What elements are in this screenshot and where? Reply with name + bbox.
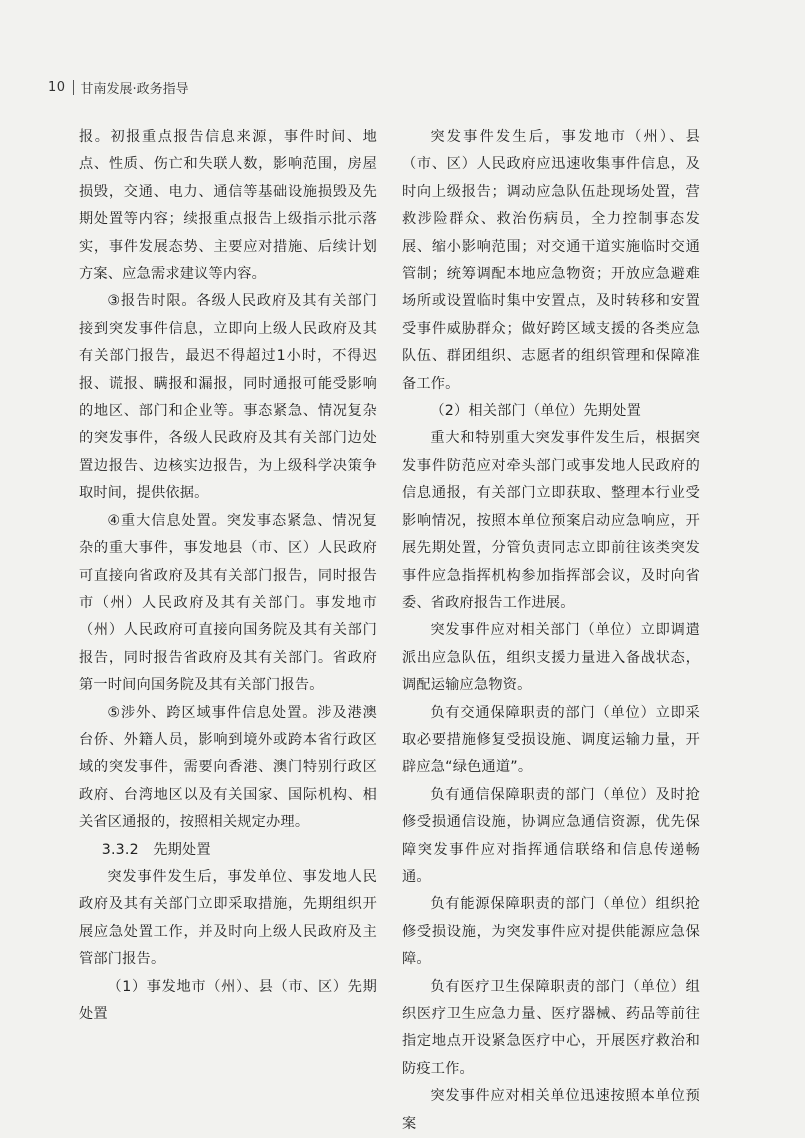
paragraph: ⑤涉外、跨区域事件信息处置。涉及港澳台侨、外籍人员，影响到境外或跨本省行政区域的突发事件，需要向香港、澳门特别行政区政府、台湾地区以及有关国家、国际机构、相关省区通报的，按照相关规定办理。 (79, 704, 377, 831)
page-number: 10 (48, 80, 66, 95)
paragraph: ④重大信息处置。突发事态紧急、情况复杂的重大事件，事发地县（市、区）人民政府可直接向省政府及其有关部门报告，同时报告市（州）人民政府及其有关部门。事发地市（州）人民政府可直接向国务院及其有关部门报告，同时报告省政府及其有关部门。省政府第一时间向国务院及其有关部门报告。 (79, 512, 377, 694)
left-column (79, 124, 377, 1028)
subsection-heading: （1）事发地市（州）、县（市、区）先期处置 (79, 978, 377, 1022)
paragraph: 负有通信保障职责的部门（单位）及时抢修受损通信设施，协调应急通信资源，优先保障突发事件应对指挥通信联络和信息传递畅通。 (402, 786, 700, 885)
section-heading: 3.3.2 先期处置 (101, 841, 211, 858)
paragraph: 突发事件应对相关单位迅速按照本单位预案 (402, 1088, 700, 1132)
paragraph: 突发事件应对相关部门（单位）立即调遣派出应急队伍，组织支援力量进入备战状态，调配运输应急物资。 (402, 622, 700, 694)
publication-title: 甘南发展·政务指导 (80, 82, 189, 97)
paragraph: 报。初报重点报告信息来源，事件时间、地点、性质、伤亡和失联人数，影响范围，房屋损毁，交通、电力、通信等基础设施损毁及先期处置等内容；续报重点报告上级指示批示落实，事件发展态势、主要应对措施、后续计划方案、应急需求建议等内容。 (79, 129, 377, 283)
paragraph: 负有能源保障职责的部门（单位）组织抢修受损设施，为突发事件应对提供能源应急保障。 (402, 896, 700, 968)
paragraph: 突发事件发生后，事发地市（州）、县（市、区）人民政府应迅速收集事件信息，及时向上级报告；调动应急队伍赴现场处置，营救涉险群众、救治伤病员，全力控制事态发展、缩小影响范围；对交通干道实施临时交通管制；统筹调配本地应急物资；开放应急避难场所或设置临时集中安置点，及时转移和安置受事件威胁群众；做好跨区域支援的各类应急队伍、群团组织、志愿者的组织管理和保障准备工作。 (402, 129, 700, 392)
paragraph: 负有交通保障职责的部门（单位）立即采取必要措施修复受损设施、调度运输力量，开辟应急“绿色通道”。 (402, 704, 700, 776)
subsection-heading: （2）相关部门（单位）先期处置 (430, 403, 642, 420)
right-column (402, 124, 700, 1138)
header-divider (73, 80, 74, 95)
paragraph: 重大和特别重大突发事件发生后，根据突发事件防范应对牵头部门或事发地人民政府的信息通报，有关部门立即获取、整理本行业受影响情况，按照本单位预案启动应急响应，开展先期处置，分管负责同志立即前往该类突发事件应急指挥机构参加指挥部会议，及时向省委、省政府报告工作进展。 (402, 430, 700, 611)
paragraph: 突发事件发生后，事发单位、事发地人民政府及其有关部门立即采取措施，先期组织开展应急处置工作，并及时向上级人民政府及主管部门报告。 (79, 868, 377, 968)
running-header (48, 78, 189, 97)
paragraph: 负有医疗卫生保障职责的部门（单位）组织医疗卫生应急力量、医疗器械、药品等前往指定地点开设紧急医疗中心，开展医疗救治和防疫工作。 (402, 978, 700, 1077)
paragraph: ③报告时限。各级人民政府及其有关部门接到突发事件信息，立即向上级人民政府及其有关部门报告，最迟不得超过1小时，不得迟报、谎报、瞒报和漏报，同时通报可能受影响的地区、部门和企业等。事态紧急、情况复杂的突发事件，各级人民政府及其有关部门边处置边报告、边核实边报告，为上级科学决策争取时间，提供依据。 (79, 293, 377, 502)
